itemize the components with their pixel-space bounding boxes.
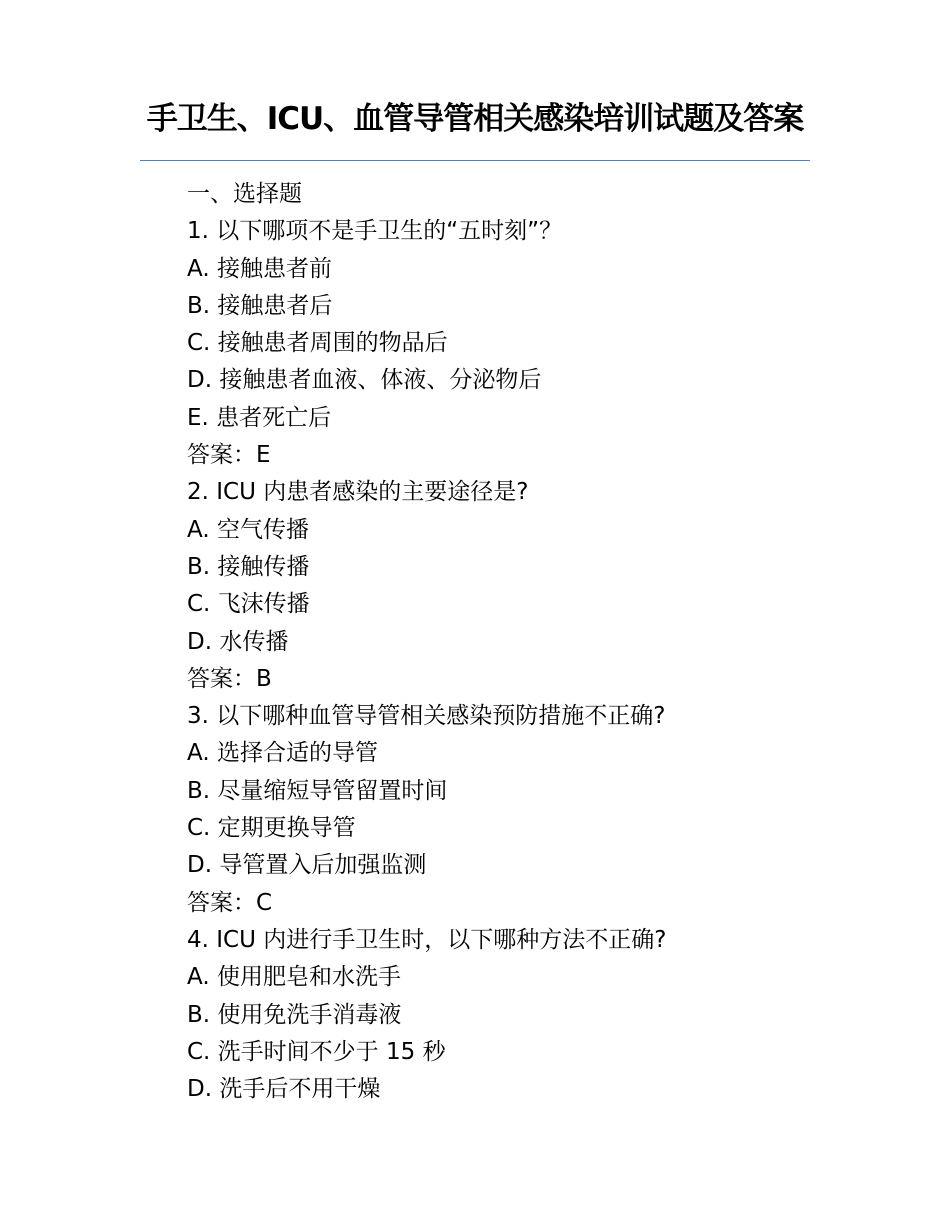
question-3-option-c: C. 定期更换导管 <box>187 815 356 842</box>
title-divider <box>140 160 810 161</box>
question-1-answer: 答案：E <box>187 442 271 469</box>
question-2-answer: 答案：B <box>187 665 272 692</box>
question-1-option-a: A. 接触患者前 <box>187 255 332 282</box>
document-title: 手卫生、ICU、血管导管相关感染培训试题及答案 <box>146 101 804 137</box>
question-3: 3. 以下哪种血管导管相关感染预防措施不正确? <box>187 703 666 730</box>
question-3-answer: 答案：C <box>187 889 273 916</box>
question-4: 4. ICU 内进行手卫生时，以下哪种方法不正确? <box>187 926 667 953</box>
question-4-option-b: B. 使用免洗手消毒液 <box>187 1001 402 1028</box>
question-2-option-c: C. 飞沫传播 <box>187 591 310 618</box>
question-3-option-d: D. 导管置入后加强监测 <box>187 852 427 879</box>
question-4-option-a: A. 使用肥皂和水洗手 <box>187 964 401 991</box>
document-body <box>187 176 807 1108</box>
question-3-option-a: A. 选择合适的导管 <box>187 740 378 767</box>
question-1-option-c: C. 接触患者周围的物品后 <box>187 330 448 357</box>
question-4-option-c: C. 洗手时间不少于 15 秒 <box>187 1038 446 1065</box>
section-heading: 一、选择题 <box>187 181 302 207</box>
question-2: 2. ICU 内患者感染的主要途径是? <box>187 479 529 506</box>
question-2-option-a: A. 空气传播 <box>187 516 309 543</box>
question-2-option-b: B. 接触传播 <box>187 553 310 580</box>
question-1-option-d: D. 接触患者血液、体液、分泌物后 <box>187 367 542 394</box>
question-1-option-e: E. 患者死亡后 <box>187 404 332 431</box>
question-4-option-d: D. 洗手后不用干燥 <box>187 1076 381 1103</box>
question-3-option-b: B. 尽量缩短导管留置时间 <box>187 777 448 804</box>
question-1: 1. 以下哪项不是手卫生的“五时刻”？ <box>187 218 563 245</box>
question-2-option-d: D. 水传播 <box>187 628 289 655</box>
question-1-option-b: B. 接触患者后 <box>187 292 333 319</box>
